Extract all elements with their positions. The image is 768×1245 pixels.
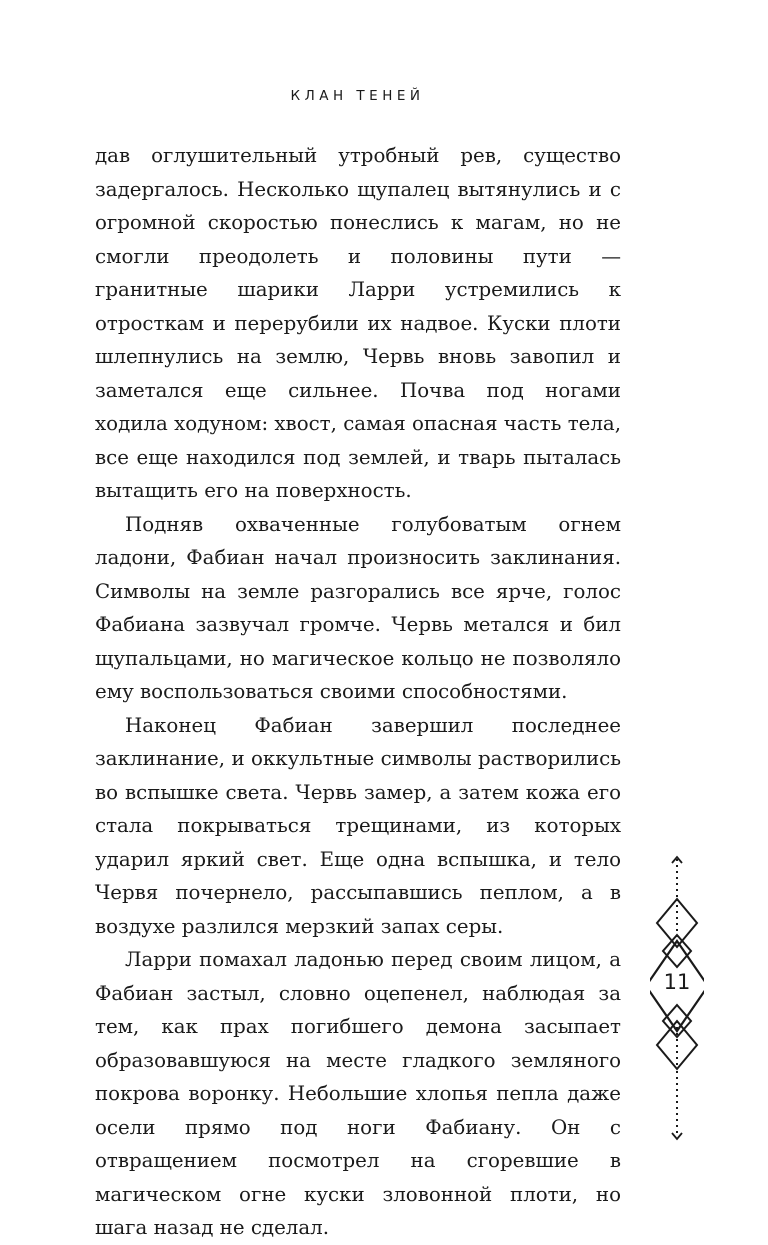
paragraph-1: дав оглушительный утробный рев, существо задергалось. Несколько щупалец вытянулись и с огромной скоростью понеслись к магам, но не смогли преодолеть и половины пути — гранитные шарики Ларри устремились к отросткам и перерубили их надвое. Куски плоти шлепнулись на землю, Червь вновь завопил и заметался еще сильнее. Почва под ногами ходила ходуном: хвост, самая опасная часть тела, все еще находился под землей, и тварь пыталась вытащить его на поверхность. [95, 144, 621, 502]
paragraph-4: Ларри помахал ладонью перед своим лицом, а Фабиан застыл, словно оцепенел, наблюдая за тем, как прах погибшего демона засыпает образовавшуюся на месте гладкого земляного покрова воронку. Небольшие хлопья пепла даже осели прямо под ноги Фабиану. Он с отвращением посмотрел на сгоревшие в магическом огне куски зловонной плоти, но шага назад не сделал. [95, 948, 621, 1239]
paragraph-3: Наконец Фабиан завершил последнее заклинание, и оккультные символы растворились во вспышке света. Червь замер, а затем кожа его стала покрываться трещинами, из которых ударил яркий свет. Еще одна вспышка, и тело Червя почернело, рассыпавшись пеплом, а в воздухе разлился мерзкий запах серы. [95, 713, 621, 938]
paragraph-2: Подняв охваченные голубоватым огнем ладони, Фабиан начал произносить заклинания. Символы на земле разгорались все ярче, голос Фабиана зазвучал громче. Червь метался и бил щупальцами, но магическое кольцо не позволяло ему воспользоваться своими способностями. [95, 512, 621, 703]
bottom-arrow-icon [672, 1133, 682, 1139]
running-head: КЛАН ТЕНЕЙ [290, 88, 425, 104]
page-marker-ornament-icon [650, 855, 704, 1145]
page-number: 11 [663, 970, 691, 994]
body-text [95, 139, 621, 1245]
